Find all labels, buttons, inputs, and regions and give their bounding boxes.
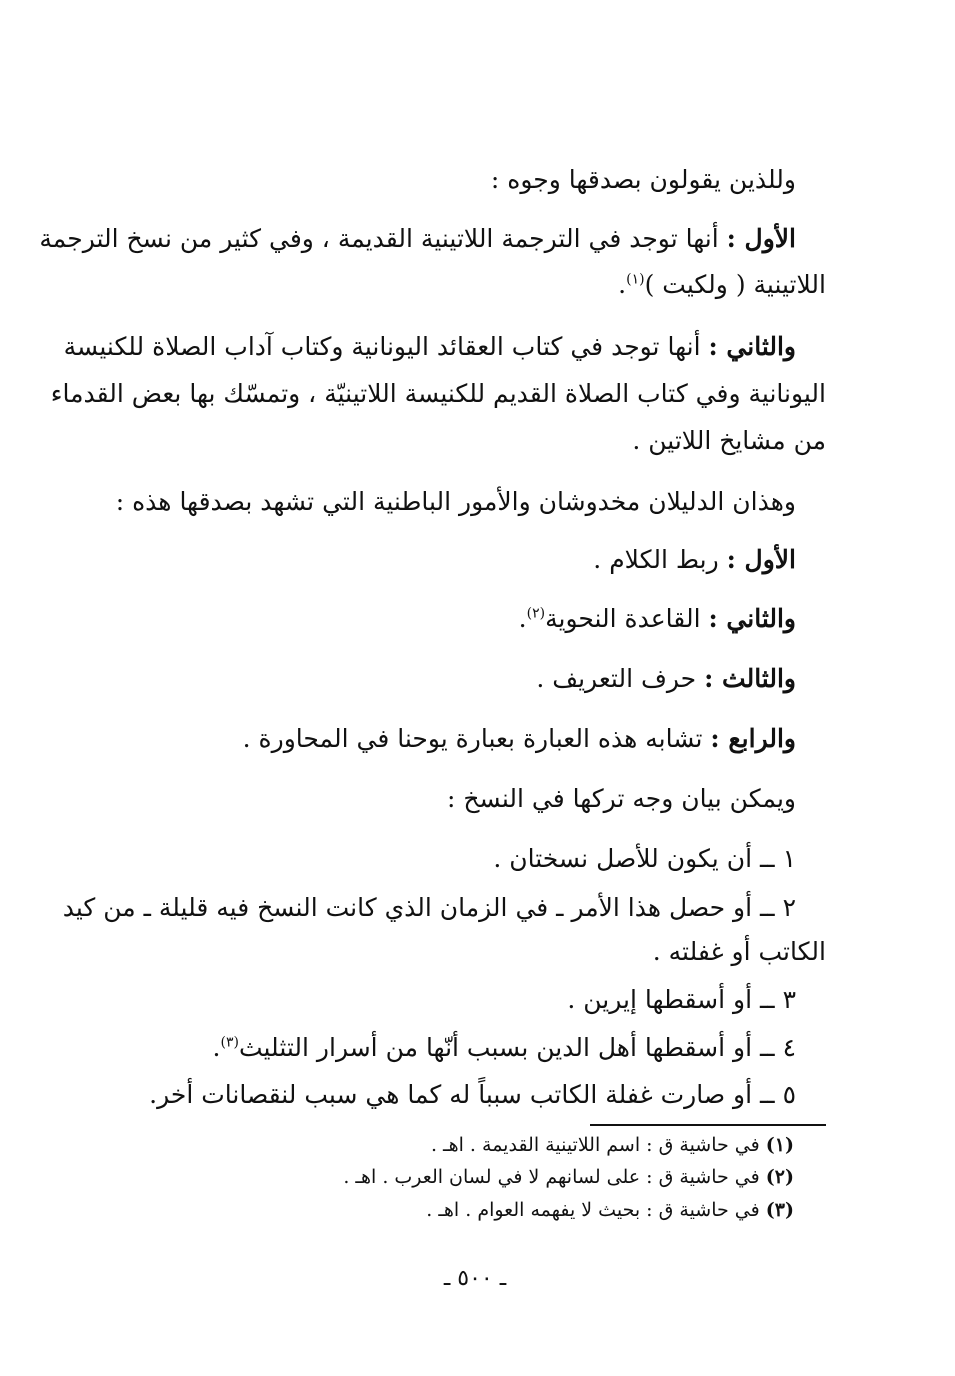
text-line: والثالث : حرف التعريف . — [536, 664, 796, 693]
text-line: والثاني : القاعدة النحوية$^{(٢)}$. — [518, 604, 796, 633]
text-line: والرابع : تشابه هذه العبارة بعبارة يوحنا في المحاورة . — [242, 724, 796, 753]
paragraph-label: الأول : — [726, 224, 796, 253]
footnote-marker: (٢) — [526, 605, 546, 622]
footnote: (١) في حاشية ق : اسم اللاتينية القديمة . اهـ . — [430, 1134, 794, 1156]
list-item: ٥ ــ أو صارت غفلة الكاتب سبباً له كما هي سبب لنقصانات أخر. — [149, 1080, 796, 1109]
book-page — [39, 0, 826, 1376]
text-line: الكاتب أو غفلته . — [652, 937, 826, 966]
paragraph-label: والثاني : — [708, 332, 796, 361]
paragraph-label: والرابع : — [710, 724, 796, 753]
text-line: الأول : أنها توجد في الترجمة اللاتينية القديمة ، وفي كثير من نسخ الترجمة — [39, 224, 796, 253]
list-item: ٢ ــ أو حصل هذا الأمر ـ في الزمان الذي كانت النسخ فيه قليلة ـ من كيد — [62, 893, 796, 922]
text-line: اليونانية وفي كتاب الصلاة القديم للكنيسة اللاتينيّة ، وتمسّك بها بعض القدماء — [50, 379, 826, 408]
paragraph-label: الأول : — [726, 545, 796, 574]
footnote: (٢) في حاشية ق : على لسانهم لا في لسان العرب . اهـ . — [343, 1166, 794, 1188]
text-line: والثاني : أنها توجد في كتاب العقائد اليونانية وكتاب آداب الصلاة للكنيسة — [63, 332, 796, 361]
footnote-marker: (٣) — [220, 1034, 239, 1051]
text-line: وهذان الدليلان مخدوشان والأمور الباطنية التي تشهد بصدقها هذه : — [115, 487, 796, 516]
text-line: اللاتينية ( ولكيت )$^{(١)}$. — [618, 270, 826, 299]
text-line: وللذين يقولون بصدقها وجوه : — [490, 165, 796, 194]
text-line: من مشايخ اللاتين . — [632, 426, 826, 455]
paragraph-label: والثالث : — [704, 664, 796, 693]
list-item: ٣ ــ أو أسقطها إيرين . — [567, 985, 796, 1014]
footnote-marker: (١) — [626, 271, 645, 288]
text-line: ويمكن بيان وجه تركها في النسخ : — [447, 784, 796, 813]
footnote: (٣) في حاشية ق : بحيث لا يفهمه العوام . اهـ . — [426, 1199, 794, 1221]
list-item: ٤ ــ أو أسقطها أهل الدين بسبب أنّها من أسرار التثليث$^{(٣)}$. — [212, 1033, 796, 1062]
footnote-divider — [590, 1124, 826, 1126]
paragraph-label: والثاني : — [708, 604, 796, 633]
page-number: ـ ٥٠٠ ـ — [443, 1266, 507, 1291]
list-item: ١ ــ أن يكون للأصل نسختان . — [493, 844, 796, 873]
text-line: الأول : ربط الكلام . — [593, 545, 796, 574]
